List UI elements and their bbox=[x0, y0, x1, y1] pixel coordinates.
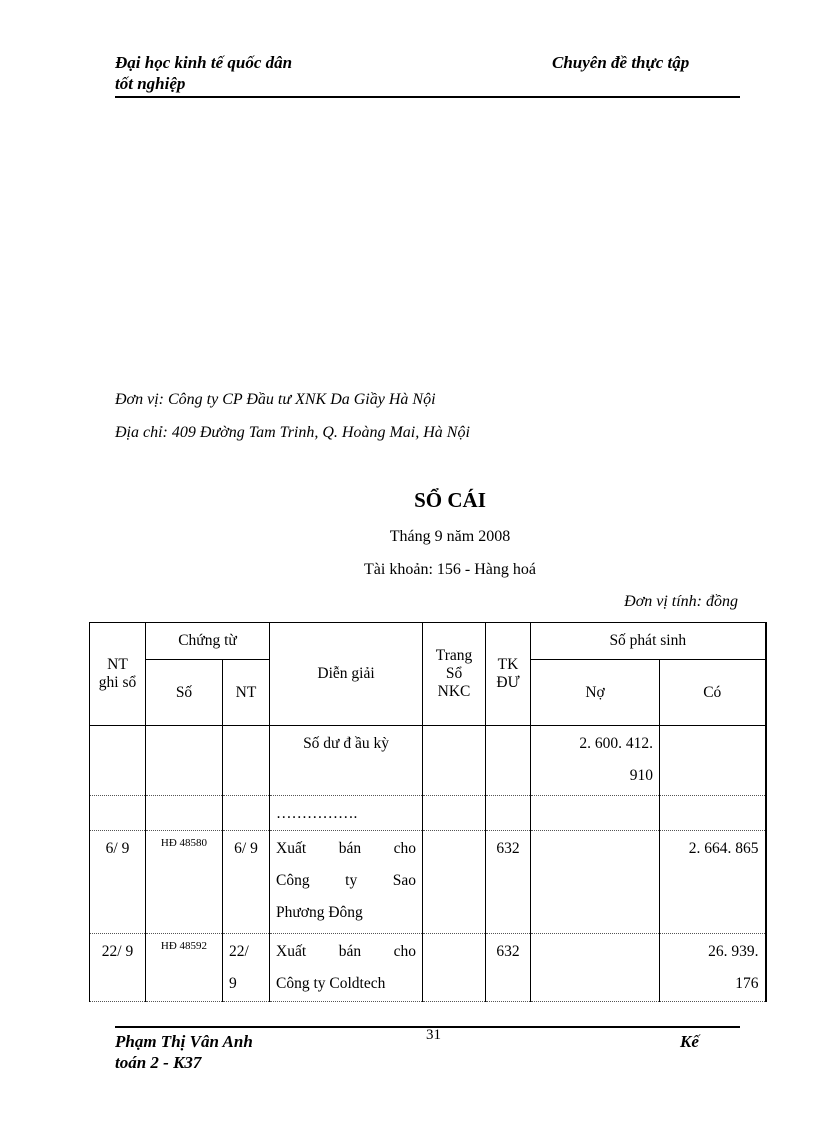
col-tk-du bbox=[486, 623, 531, 726]
cell-no bbox=[531, 934, 660, 1002]
col-so: Số bbox=[146, 660, 223, 726]
cell-so bbox=[146, 726, 223, 796]
cell-co bbox=[660, 831, 766, 934]
cell-trang bbox=[423, 934, 486, 1002]
cell-nt-ghi-so: 22/ 9 bbox=[90, 934, 146, 1002]
currency-unit: Đơn vị tính: đồng bbox=[624, 593, 738, 610]
cell-nt-ghi-so bbox=[90, 796, 146, 831]
table-row bbox=[90, 726, 766, 796]
cell-tk bbox=[486, 726, 531, 796]
table-row bbox=[90, 831, 766, 934]
cell-so: HĐ 48580 bbox=[146, 831, 223, 934]
col-trang-line2: Sổ bbox=[445, 665, 463, 682]
cell-nt-line1: 22/ bbox=[229, 943, 249, 960]
cell-no bbox=[531, 796, 660, 831]
col-nt-ghi-so bbox=[90, 623, 146, 726]
org-address: Địa chỉ: 409 Đường Tam Trinh, Q. Hoàng Mai, Hà Nội bbox=[115, 424, 470, 441]
cell-trang bbox=[423, 831, 486, 934]
cell-dien-giai bbox=[270, 831, 423, 934]
col-tk-line1: TK bbox=[497, 656, 519, 673]
table-row bbox=[90, 796, 766, 831]
cell-dien-giai-line1: Xuất bán cho bbox=[276, 840, 417, 857]
cell-nt bbox=[223, 726, 270, 796]
header-school bbox=[115, 52, 292, 94]
cell-co bbox=[660, 796, 766, 831]
header-divider bbox=[115, 96, 740, 98]
ledger-table bbox=[89, 622, 767, 1002]
col-no: Nợ bbox=[531, 660, 660, 726]
col-nt-line2: ghi sổ bbox=[98, 674, 137, 691]
col-so-phat-sinh: Số phát sinh bbox=[531, 623, 766, 660]
cell-co bbox=[660, 934, 766, 1002]
cell-nt: 6/ 9 bbox=[223, 831, 270, 934]
col-trang-line1: Trang bbox=[435, 647, 473, 664]
col-co: Có bbox=[660, 660, 766, 726]
col-tk-line2: ĐƯ bbox=[496, 674, 520, 691]
cell-trang bbox=[423, 726, 486, 796]
ledger-title: SỔ CÁI bbox=[414, 488, 486, 512]
cell-trang bbox=[423, 796, 486, 831]
cell-nt bbox=[223, 796, 270, 831]
cell-co-line2: 176 bbox=[735, 975, 759, 992]
footer-author-line1: Phạm Thị Vân Anh bbox=[115, 1032, 253, 1051]
cell-dien-giai-line2: Công ty Sao bbox=[276, 872, 417, 889]
cell-co-line1: 26. 939. bbox=[708, 943, 759, 960]
cell-no-line2: 910 bbox=[629, 767, 654, 784]
cell-dien-giai-line2: Công ty Coldtech bbox=[276, 975, 386, 992]
col-nt: NT bbox=[223, 660, 270, 726]
cell-no bbox=[531, 726, 660, 796]
cell-nt-line2: 9 bbox=[229, 975, 237, 992]
cell-dien-giai-line3: Phương Đông bbox=[276, 904, 363, 921]
cell-so: HĐ 48592 bbox=[146, 934, 223, 1002]
footer-author bbox=[115, 1031, 253, 1073]
page-number: 31 bbox=[426, 1027, 441, 1043]
cell-co bbox=[660, 726, 766, 796]
cell-so bbox=[146, 796, 223, 831]
footer-author-line2: toán 2 - K37 bbox=[115, 1053, 202, 1072]
cell-no-line1: 2. 600. 412. bbox=[579, 735, 654, 752]
cell-co-line1: 2. 664. 865 bbox=[688, 840, 759, 857]
col-dien-giai: Diễn giải bbox=[270, 623, 423, 726]
cell-nt-ghi-so: 6/ 9 bbox=[90, 831, 146, 934]
cell-nt bbox=[223, 934, 270, 1002]
cell-no bbox=[531, 831, 660, 934]
footer-right: Kế bbox=[680, 1032, 699, 1051]
header-report-type: Chuyên đề thực tập bbox=[552, 53, 690, 72]
table-row bbox=[90, 934, 766, 1002]
cell-tk bbox=[486, 796, 531, 831]
cell-dien-giai bbox=[270, 934, 423, 1002]
cell-dien-giai-line1: Xuất bán cho bbox=[276, 943, 417, 960]
ledger-account: Tài khoản: 156 - Hàng hoá bbox=[364, 561, 536, 578]
col-nt-line1: NT bbox=[107, 656, 128, 673]
cell-dien-giai: ……………. bbox=[270, 796, 423, 831]
col-trang-so-nkc bbox=[423, 623, 486, 726]
header-school-line1: Đại học kinh tế quốc dân bbox=[115, 53, 293, 72]
cell-dien-giai: Số dư đ ầu kỳ bbox=[270, 726, 423, 796]
org-unit: Đơn vị: Công ty CP Đầu tư XNK Da Giầy Hà Nội bbox=[115, 391, 436, 408]
cell-tk: 632 bbox=[486, 934, 531, 1002]
col-trang-line3: NKC bbox=[437, 683, 471, 700]
ledger-period: Tháng 9 năm 2008 bbox=[389, 528, 511, 545]
col-chung-tu: Chứng từ bbox=[146, 623, 270, 660]
cell-tk: 632 bbox=[486, 831, 531, 934]
header-school-line2: tốt nghiệp bbox=[115, 74, 186, 93]
cell-nt-ghi-so bbox=[90, 726, 146, 796]
